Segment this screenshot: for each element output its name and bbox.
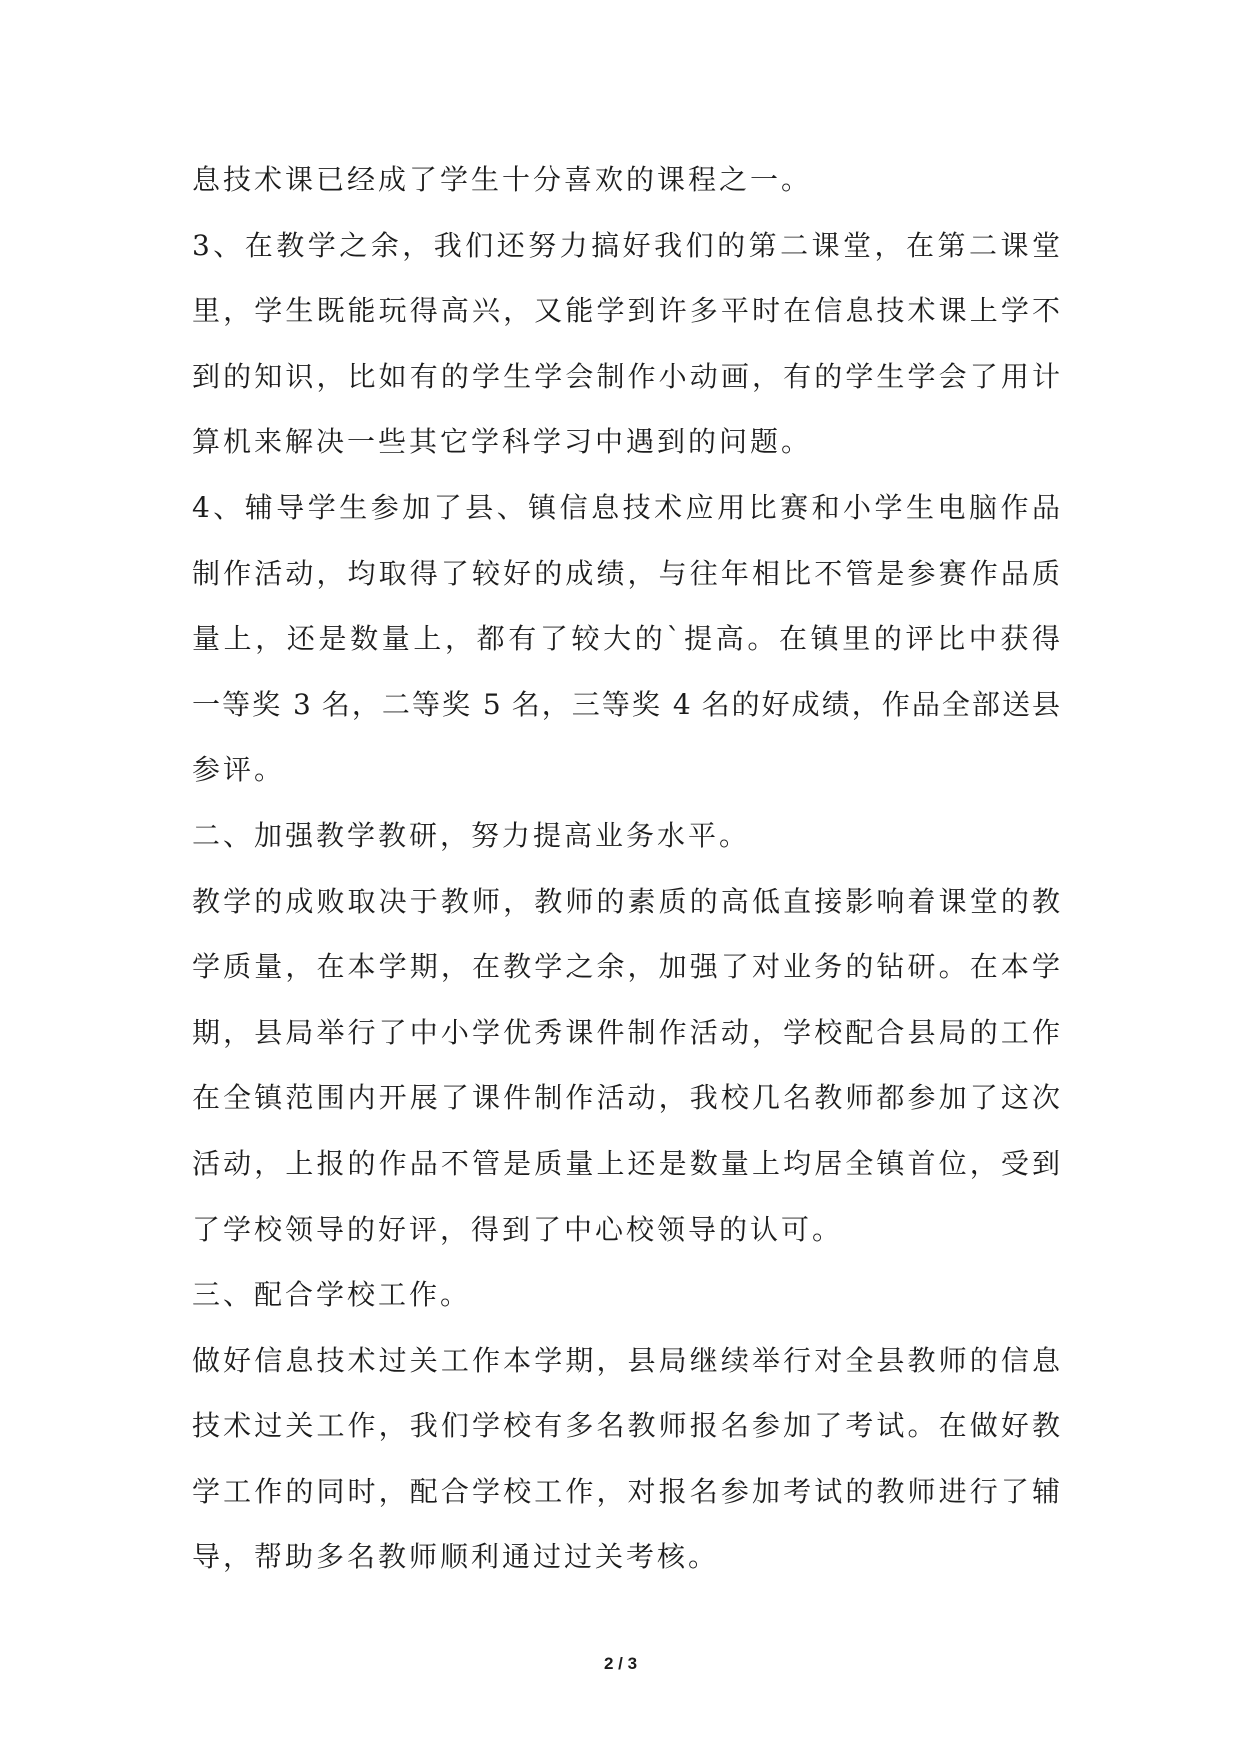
text-line: 做好信息技术过关工作本学期，县局继续举行对全县教师的信息	[192, 1343, 1060, 1377]
text-line: 一等奖 3 名，二等奖 5 名，三等奖 4 名的好成绩，作品全部送县	[192, 687, 1060, 721]
text-line: 算机来解决一些其它学科学习中遇到的问题。	[192, 425, 813, 459]
text-line: 了学校领导的好评，得到了中心校领导的认可。	[192, 1212, 844, 1246]
text-line: 导，帮助多名教师顺利通过过关考核。	[192, 1540, 720, 1574]
paragraph	[192, 475, 1060, 803]
text-line: 在全镇范围内开展了课件制作活动，我校几名教师都参加了这次	[192, 1081, 1060, 1115]
paragraph	[192, 147, 1060, 213]
text-line: 4、辅导学生参加了县、镇信息技术应用比赛和小学生电脑作品	[192, 490, 1060, 524]
text-line: 参评。	[192, 753, 286, 787]
text-line: 制作活动，均取得了较好的成绩，与往年相比不管是参赛作品质	[192, 556, 1060, 590]
paragraph	[192, 869, 1060, 1263]
text-line: 3、在教学之余，我们还努力搞好我们的第二课堂，在第二课堂	[192, 228, 1060, 262]
text-line: 息技术课已经成了学生十分喜欢的课程之一。	[192, 163, 813, 196]
text-line: 学工作的同时，配合学校工作，对报名参加考试的教师进行了辅	[192, 1474, 1060, 1508]
text-line: 期，县局举行了中小学优秀课件制作活动，学校配合县局的工作	[192, 1015, 1060, 1049]
text-line: 量上，还是数量上，都有了较大的`提高。在镇里的评比中获得	[192, 622, 1060, 656]
text-line: 二、加强教学教研，努力提高业务水平。	[192, 818, 751, 852]
text-line: 学质量，在本学期，在教学之余，加强了对业务的钻研。在本学	[192, 950, 1060, 984]
section-heading	[192, 803, 1060, 869]
text-line: 里，学生既能玩得高兴，又能学到许多平时在信息技术课上学不	[192, 294, 1060, 328]
section-heading	[192, 1262, 1060, 1328]
paragraph	[192, 1328, 1060, 1590]
paragraph	[192, 213, 1060, 475]
text-line: 三、配合学校工作。	[192, 1278, 472, 1312]
page-number: 2 / 3	[603, 1654, 638, 1673]
text-line: 活动，上报的作品不管是质量上还是数量上均居全镇首位，受到	[192, 1146, 1060, 1180]
document-body	[192, 147, 1060, 1590]
text-line: 技术过关工作，我们学校有多名教师报名参加了考试。在做好教	[192, 1409, 1060, 1443]
text-line: 到的知识，比如有的学生学会制作小动画，有的学生学会了用计	[192, 359, 1060, 393]
text-line: 教学的成败取决于教师，教师的素质的高低直接影响着课堂的教	[192, 884, 1060, 918]
